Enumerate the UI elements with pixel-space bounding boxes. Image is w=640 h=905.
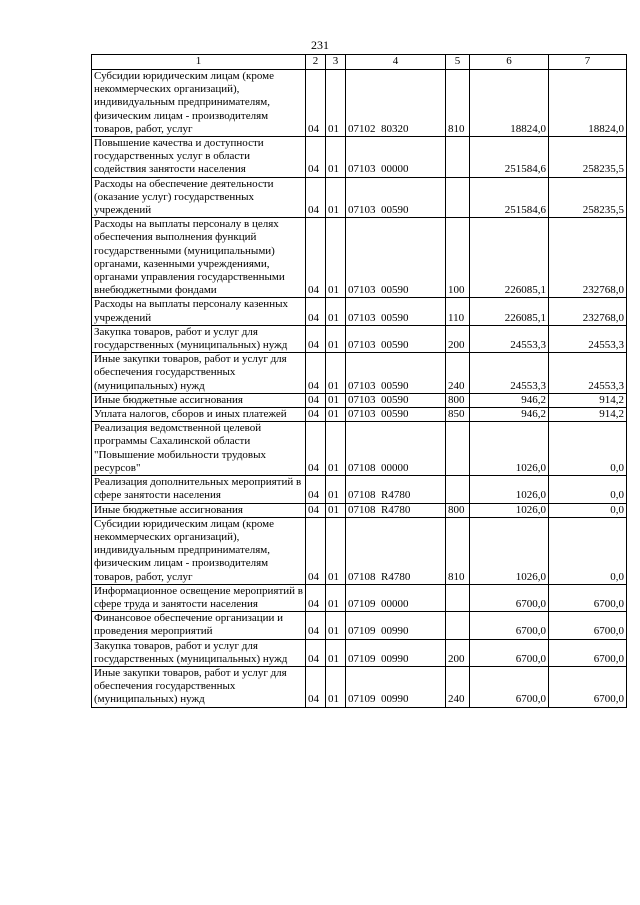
subsection-code: 01 (326, 298, 346, 325)
table-row (92, 353, 627, 394)
target-article-direction: 00590 (381, 284, 409, 297)
column-header: 5 (446, 55, 470, 70)
subsection-code: 01 (326, 137, 346, 178)
section-code: 04 (306, 218, 326, 298)
subsection-code: 01 (326, 408, 346, 422)
target-article-program: 07108 (348, 503, 376, 516)
expense-type-code: 200 (446, 639, 470, 666)
subsection-code: 01 (326, 503, 346, 517)
table-row (92, 503, 627, 517)
target-article-program: 07103 (348, 204, 376, 217)
amount-year-1: 946,2 (470, 408, 549, 422)
target-article-code (346, 298, 446, 325)
expense-type-code: 200 (446, 325, 470, 352)
section-code: 04 (306, 177, 326, 218)
target-article-code (346, 70, 446, 137)
target-article-code (346, 503, 446, 517)
amount-year-1: 946,2 (470, 393, 549, 407)
target-article-code (346, 393, 446, 407)
section-code: 04 (306, 517, 326, 584)
amount-year-2: 6700,0 (549, 584, 627, 611)
expense-name: Расходы на выплаты персоналу казенных учреждений (92, 298, 306, 325)
amount-year-1: 24553,3 (470, 353, 549, 394)
column-header: 6 (470, 55, 549, 70)
column-header: 3 (326, 55, 346, 70)
amount-year-1: 6700,0 (470, 612, 549, 639)
amount-year-2: 6700,0 (549, 612, 627, 639)
expense-name: Расходы на обеспечение деятельности (оказание услуг) государственных учреждений (92, 177, 306, 218)
expense-type-code (446, 584, 470, 611)
section-code: 04 (306, 408, 326, 422)
subsection-code: 01 (326, 218, 346, 298)
expense-name: Субсидии юридическим лицам (кроме некоммерческих организаций), индивидуальным предпринимателям, физическим лицам - производителям товаров, работ, услуг (92, 70, 306, 137)
expense-type-code: 110 (446, 298, 470, 325)
target-article-direction: R4780 (381, 503, 411, 516)
section-code: 04 (306, 503, 326, 517)
expense-name: Повышение качества и доступности государственных услуг в области содействия занятости населения (92, 137, 306, 178)
table-row (92, 517, 627, 584)
target-article-program: 07103 (348, 311, 376, 324)
expense-type-code (446, 137, 470, 178)
expense-type-code: 240 (446, 666, 470, 707)
subsection-code: 01 (326, 584, 346, 611)
amount-year-2: 914,2 (549, 408, 627, 422)
section-code: 04 (306, 476, 326, 503)
section-code: 04 (306, 325, 326, 352)
amount-year-1: 251584,6 (470, 137, 549, 178)
amount-year-1: 24553,3 (470, 325, 549, 352)
target-article-code (346, 177, 446, 218)
amount-year-2: 6700,0 (549, 666, 627, 707)
target-article-direction: R4780 (381, 489, 411, 502)
target-article-direction: R4780 (381, 570, 411, 583)
target-article-code (346, 639, 446, 666)
header-row (92, 55, 627, 70)
amount-year-2: 232768,0 (549, 218, 627, 298)
target-article-direction: 00590 (381, 204, 409, 217)
target-article-direction: 00990 (381, 652, 409, 665)
target-article-code (346, 517, 446, 584)
expense-name: Закупка товаров, работ и услуг для государственных (муниципальных) нужд (92, 325, 306, 352)
subsection-code: 01 (326, 177, 346, 218)
expense-type-code: 100 (446, 218, 470, 298)
target-article-code (346, 353, 446, 394)
table-row (92, 666, 627, 707)
expense-name: Реализация дополнительных мероприятий в сфере занятости населения (92, 476, 306, 503)
amount-year-1: 251584,6 (470, 177, 549, 218)
target-article-program: 07108 (348, 489, 376, 502)
section-code: 04 (306, 422, 326, 476)
table-row (92, 584, 627, 611)
subsection-code: 01 (326, 70, 346, 137)
target-article-code (346, 612, 446, 639)
target-article-code (346, 422, 446, 476)
subsection-code: 01 (326, 476, 346, 503)
expense-type-code: 810 (446, 70, 470, 137)
target-article-program: 07103 (348, 379, 376, 392)
target-article-program: 07103 (348, 339, 376, 352)
amount-year-1: 1026,0 (470, 422, 549, 476)
amount-year-2: 0,0 (549, 476, 627, 503)
target-article-program: 07103 (348, 163, 376, 176)
expense-name: Реализация ведомственной целевой программы Сахалинской области "Повышение мобильности трудовых ресурсов" (92, 422, 306, 476)
target-article-code (346, 666, 446, 707)
subsection-code: 01 (326, 517, 346, 584)
section-code: 04 (306, 666, 326, 707)
amount-year-2: 0,0 (549, 517, 627, 584)
target-article-direction: 00590 (381, 311, 409, 324)
expense-name: Иные закупки товаров, работ и услуг для обеспечения государственных (муниципальных) нужд (92, 666, 306, 707)
expense-type-code: 240 (446, 353, 470, 394)
amount-year-1: 226085,1 (470, 298, 549, 325)
table-row (92, 325, 627, 352)
amount-year-2: 24553,3 (549, 353, 627, 394)
target-article-direction: 00990 (381, 693, 409, 706)
target-article-direction: 80320 (381, 122, 409, 135)
expense-name: Иные бюджетные ассигнования (92, 393, 306, 407)
amount-year-2: 258235,5 (549, 177, 627, 218)
target-article-program: 07103 (348, 393, 376, 406)
target-article-program: 07109 (348, 597, 376, 610)
page-number: 231 (311, 38, 329, 52)
target-article-direction: 00000 (381, 163, 409, 176)
table-row (92, 393, 627, 407)
amount-year-2: 258235,5 (549, 137, 627, 178)
amount-year-1: 6700,0 (470, 639, 549, 666)
section-code: 04 (306, 393, 326, 407)
amount-year-1: 6700,0 (470, 666, 549, 707)
expense-name: Информационное освещение мероприятий в сфере труда и занятости населения (92, 584, 306, 611)
expense-type-code: 800 (446, 503, 470, 517)
section-code: 04 (306, 70, 326, 137)
expense-name: Расходы на выплаты персоналу в целях обеспечения выполнения функций государственными (муниципальными) органами, казенными учреждениями, органами управления государственными внебюджетными фондами (92, 218, 306, 298)
amount-year-2: 232768,0 (549, 298, 627, 325)
section-code: 04 (306, 137, 326, 178)
target-article-program: 07103 (348, 284, 376, 297)
target-article-program: 07109 (348, 652, 376, 665)
section-code: 04 (306, 584, 326, 611)
subsection-code: 01 (326, 612, 346, 639)
subsection-code: 01 (326, 422, 346, 476)
target-article-code (346, 325, 446, 352)
section-code: 04 (306, 612, 326, 639)
subsection-code: 01 (326, 325, 346, 352)
expense-name: Иные бюджетные ассигнования (92, 503, 306, 517)
subsection-code: 01 (326, 393, 346, 407)
target-article-program: 07108 (348, 461, 376, 474)
amount-year-2: 18824,0 (549, 70, 627, 137)
target-article-code (346, 137, 446, 178)
expense-type-code: 800 (446, 393, 470, 407)
section-code: 04 (306, 639, 326, 666)
amount-year-1: 1026,0 (470, 503, 549, 517)
section-code: 04 (306, 298, 326, 325)
table-row (92, 422, 627, 476)
column-header: 2 (306, 55, 326, 70)
amount-year-2: 0,0 (549, 422, 627, 476)
target-article-direction: 00000 (381, 461, 409, 474)
table-row (92, 612, 627, 639)
target-article-program: 07108 (348, 570, 376, 583)
subsection-code: 01 (326, 353, 346, 394)
table-row (92, 177, 627, 218)
budget-table (91, 54, 627, 708)
amount-year-1: 1026,0 (470, 476, 549, 503)
target-article-program: 07109 (348, 693, 376, 706)
expense-name: Уплата налогов, сборов и иных платежей (92, 408, 306, 422)
table-row (92, 218, 627, 298)
target-article-program: 07109 (348, 625, 376, 638)
target-article-code (346, 408, 446, 422)
amount-year-1: 226085,1 (470, 218, 549, 298)
target-article-program: 07102 (348, 122, 376, 135)
amount-year-2: 0,0 (549, 503, 627, 517)
target-article-program: 07103 (348, 408, 376, 421)
column-header: 7 (549, 55, 627, 70)
expense-type-code: 850 (446, 408, 470, 422)
expense-type-code (446, 612, 470, 639)
expense-type-code (446, 476, 470, 503)
table-row (92, 408, 627, 422)
expense-name: Закупка товаров, работ и услуг для государственных (муниципальных) нужд (92, 639, 306, 666)
expense-type-code: 810 (446, 517, 470, 584)
target-article-direction: 00000 (381, 597, 409, 610)
amount-year-2: 914,2 (549, 393, 627, 407)
expense-type-code (446, 177, 470, 218)
table-row (92, 476, 627, 503)
subsection-code: 01 (326, 639, 346, 666)
target-article-code (346, 218, 446, 298)
target-article-direction: 00590 (381, 408, 409, 421)
target-article-direction: 00590 (381, 379, 409, 392)
amount-year-2: 6700,0 (549, 639, 627, 666)
target-article-direction: 00990 (381, 625, 409, 638)
table-row (92, 639, 627, 666)
table-row (92, 298, 627, 325)
expense-name: Финансовое обеспечение организации и проведения мероприятий (92, 612, 306, 639)
expense-name: Иные закупки товаров, работ и услуг для обеспечения государственных (муниципальных) нужд (92, 353, 306, 394)
expense-name: Субсидии юридическим лицам (кроме некоммерческих организаций), индивидуальным предпринимателям, физическим лицам - производителям товаров, работ, услуг (92, 517, 306, 584)
section-code: 04 (306, 353, 326, 394)
target-article-direction: 00590 (381, 339, 409, 352)
amount-year-2: 24553,3 (549, 325, 627, 352)
target-article-code (346, 476, 446, 503)
target-article-code (346, 584, 446, 611)
amount-year-1: 18824,0 (470, 70, 549, 137)
expense-type-code (446, 422, 470, 476)
subsection-code: 01 (326, 666, 346, 707)
column-header: 4 (346, 55, 446, 70)
table-row (92, 137, 627, 178)
table-row (92, 70, 627, 137)
target-article-direction: 00590 (381, 393, 409, 406)
amount-year-1: 6700,0 (470, 584, 549, 611)
column-header: 1 (92, 55, 306, 70)
amount-year-1: 1026,0 (470, 517, 549, 584)
